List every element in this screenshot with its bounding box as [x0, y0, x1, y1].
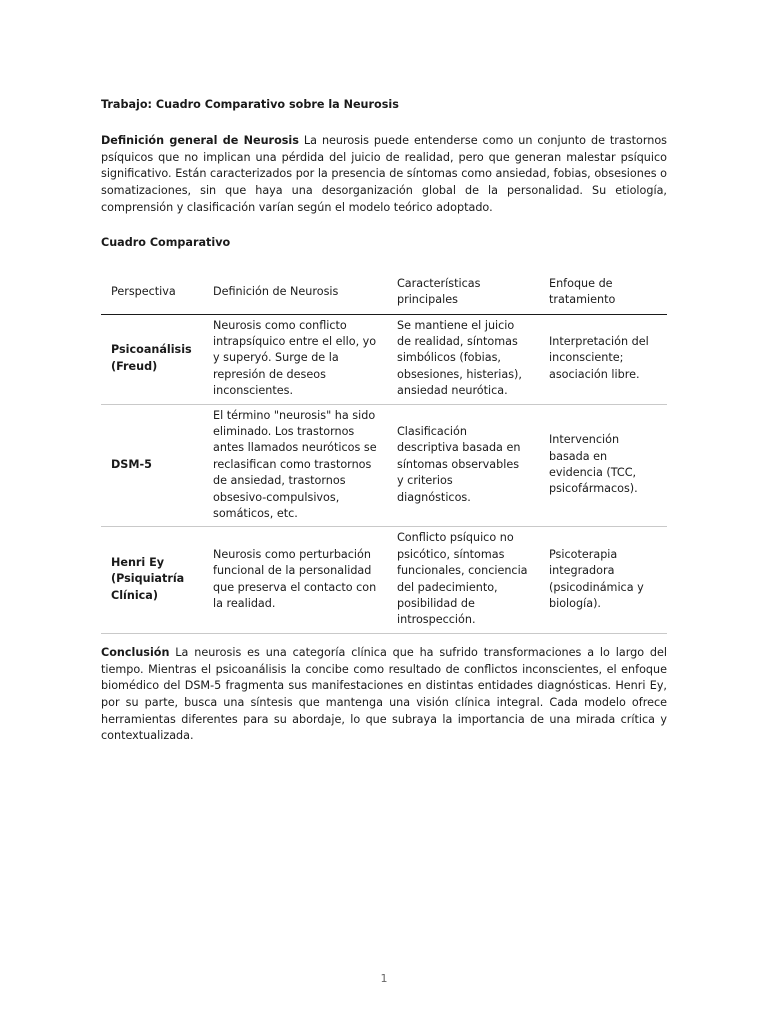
cell-characteristics: Clasificación descriptiva basada en síntomas observables y criterios diagnósticos.	[387, 404, 539, 527]
page-number: 1	[380, 972, 388, 985]
cell-treatment: Interpretación del inconsciente; asociación libre.	[539, 314, 667, 404]
header-perspective: Perspectiva	[101, 268, 203, 315]
cell-definition: El término "neurosis" ha sido eliminado. Los trastornos antes llamados neuróticos se reclasifican como trastornos de ansiedad, trastornos obsesivo-compulsivos, somáticos, etc.	[203, 404, 387, 527]
conclusion-heading: Conclusión	[101, 645, 170, 659]
conclusion-text: La neurosis es una categoría clínica que ha sufrido transformaciones a lo largo del tiempo. Mientras el psicoanálisis la concibe como resultado de conflictos inconscientes, el enfoque biomédico del DSM-5 fragmenta sus manifestaciones en distintas entidades diagnósticas. Henri Ey, por su parte, busca una síntesis que mantenga una visión clínica integral. Cada modelo ofrece herramientas diferentes para su abordaje, lo que subraya la importancia de una mirada crítica y contextualizada.	[101, 645, 667, 743]
table-header-row	[101, 268, 667, 315]
cell-perspective: Psicoanálisis (Freud)	[101, 314, 203, 404]
cell-perspective: DSM-5	[101, 404, 203, 527]
cell-definition: Neurosis como conflicto intrapsíquico entre el ello, yo y superyó. Surge de la represión de deseos inconscientes.	[203, 314, 387, 404]
table-row	[101, 314, 667, 404]
header-treatment: Enfoque de tratamiento	[539, 268, 667, 315]
cell-perspective: Henri Ey (Psiquiatría Clínica)	[101, 527, 203, 633]
cell-treatment: Intervención basada en evidencia (TCC, psicofármacos).	[539, 404, 667, 527]
definition-heading: Definición general de Neurosis	[101, 134, 299, 147]
table-row	[101, 527, 667, 633]
comparison-table	[101, 268, 667, 634]
table-row	[101, 404, 667, 527]
header-characteristics: Características principales	[387, 268, 539, 315]
cell-characteristics: Se mantiene el juicio de realidad, síntomas simbólicos (fobias, obsesiones, histerias), ansiedad neurótica.	[387, 314, 539, 404]
definition-text: La neurosis puede entenderse como un conjunto de trastornos psíquicos que no implican una pérdida del juicio de realidad, pero que generan malestar psíquico significativo. Están caracterizados por la presencia de síntomas como ansiedad, fobias, obsesiones o somatizaciones, sin que haya una desorganización global de la personalidad. Su etiología, comprensión y clasificación varían según el modelo teórico adoptado.	[101, 134, 667, 214]
cell-characteristics: Conflicto psíquico no psicótico, síntomas funcionales, conciencia del padecimiento, posibilidad de introspección.	[387, 527, 539, 633]
header-definition: Definición de Neurosis	[203, 268, 387, 315]
cell-definition: Neurosis como perturbación funcional de la personalidad que preserva el contacto con la realidad.	[203, 527, 387, 633]
document-title: Trabajo: Cuadro Comparativo sobre la Neurosis	[101, 98, 399, 111]
document-page	[101, 97, 667, 745]
table-section-title: Cuadro Comparativo	[101, 235, 231, 249]
cell-treatment: Psicoterapia integradora (psicodinámica y biología).	[539, 527, 667, 633]
conclusion-paragraph	[101, 645, 667, 745]
definition-paragraph	[101, 133, 667, 217]
